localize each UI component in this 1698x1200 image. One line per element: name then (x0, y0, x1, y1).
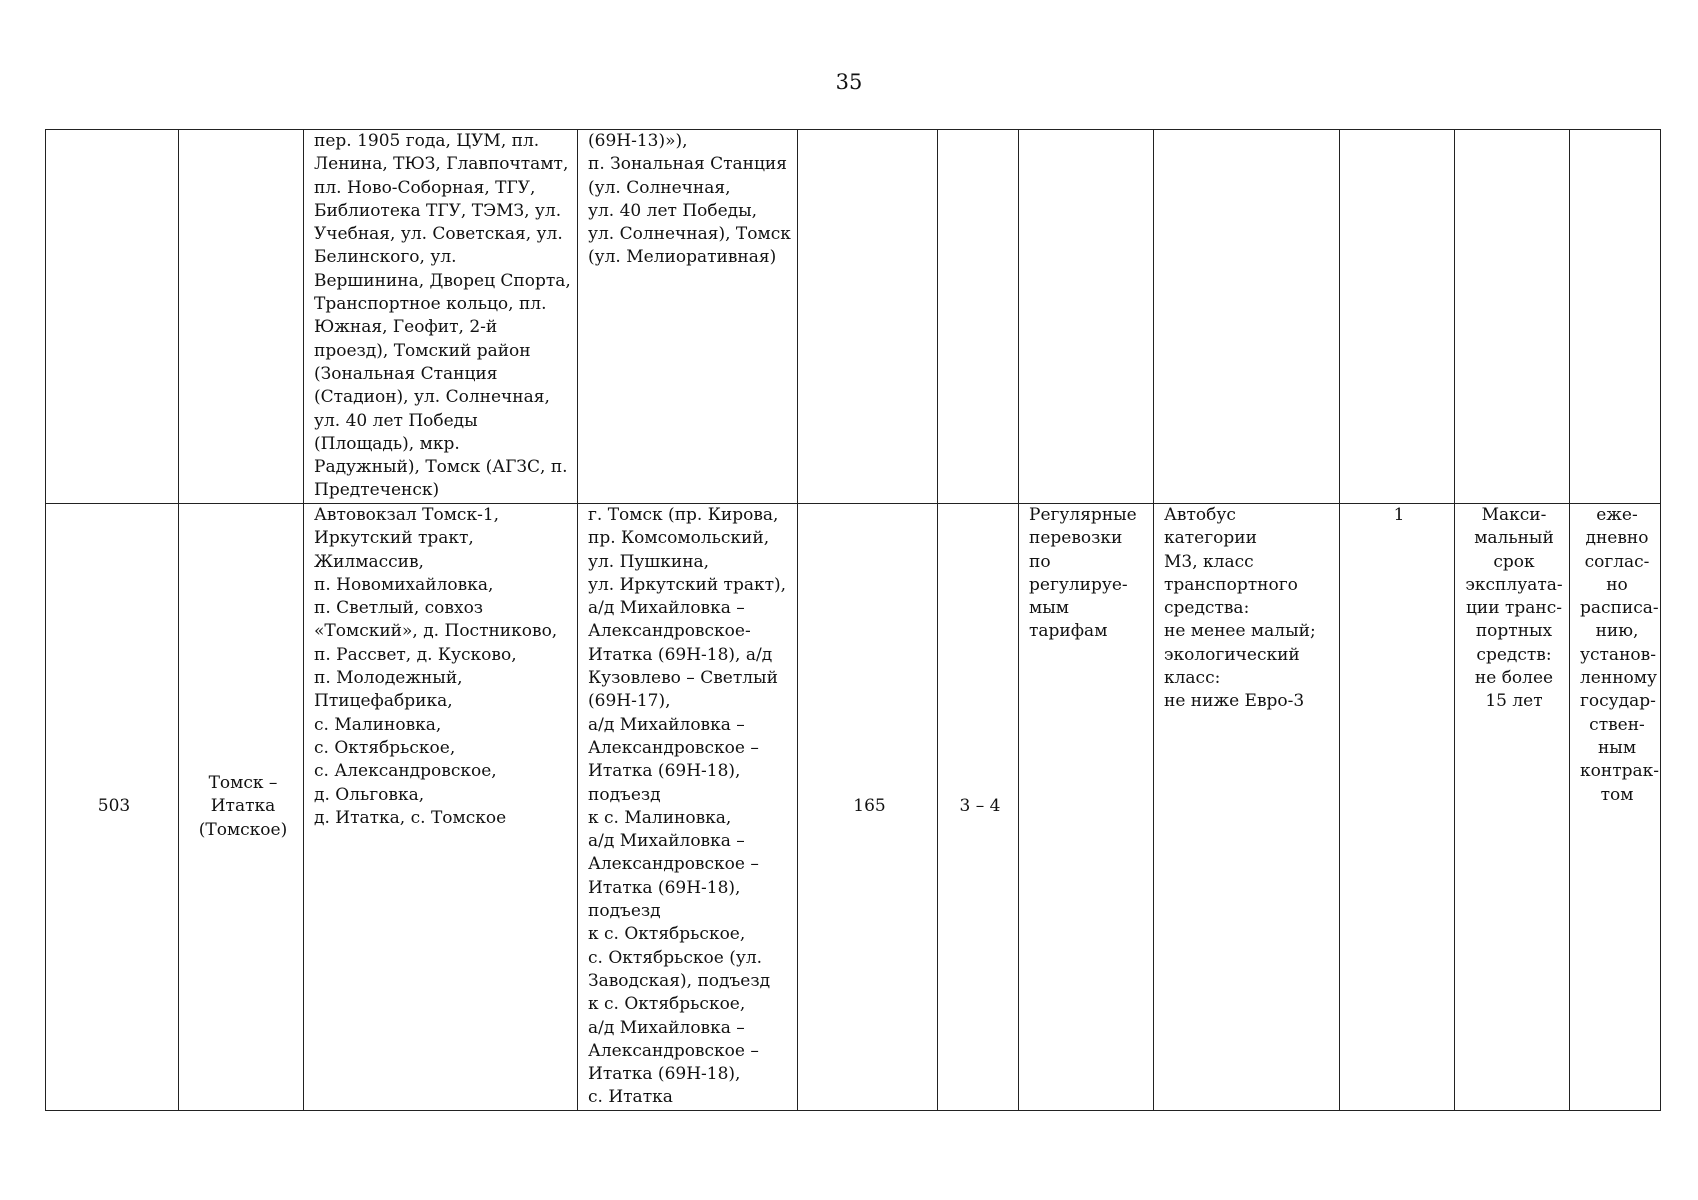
table-row (46, 130, 1661, 504)
route-number-cell (46, 130, 179, 504)
stops-cell: Автовокзал Томск-1, Иркутский тракт, Жилмассив, п. Новомихайловка, п. Светлый, совхоз «Томский», д. Постниково, п. Рассвет, д. Кусково, п. Молодежный, Птицефабрика, с. Малиновка, с. Октябрьское, с. Александровское, д. Ольговка, д. Итатка, с. Томское (304, 504, 578, 1111)
length-cell: 165 (798, 504, 938, 1111)
routes-table (45, 129, 1661, 1111)
vehicle-count-cell (1340, 130, 1455, 504)
streets-cell: г. Томск (пр. Кирова, пр. Комсомольский, ул. Пушкина, ул. Иркутский тракт), а/д Михайловка – Александровское- Итатка (69Н-18), а/д Кузовлево – Светлый (69Н-17), а/д Михайловка – Александровское – Итатка (69Н-18), подъезд к с. Малиновка, а/д Михайловка – Александровское – Итатка (69Н-18), подъезд к с. Октябрьское, с. Октябрьское (ул. Заводская), подъезд к с. Октябрьское, а/д Михайловка – Александровское – Итатка (69Н-18), с. Итатка (578, 504, 798, 1111)
frequency-cell (1570, 130, 1661, 504)
streets-cell: (69Н-13)»), п. Зональная Станция (ул. Солнечная, ул. 40 лет Победы, ул. Солнечная), Томск (ул. Мелиоративная) (578, 130, 798, 504)
length-cell (798, 130, 938, 504)
page-number: 35 (835, 70, 863, 94)
route-name-cell (179, 130, 304, 504)
table-row (46, 504, 1661, 1111)
schedule-cell (938, 130, 1019, 504)
schedule-cell: 3 – 4 (938, 504, 1019, 1111)
vehicle-age-cell (1455, 130, 1570, 504)
route-name-cell: Томск – Итатка (Томское) (179, 504, 304, 1111)
stops-cell: пер. 1905 года, ЦУМ, пл. Ленина, ТЮЗ, Главпочтамт, пл. Ново-Соборная, ТГУ, Библиотека ТГУ, ТЭМЗ, ул. Учебная, ул. Советская, ул. Белинского, ул. Вершинина, Дворец Спорта, Транспортное кольцо, пл. Южная, Геофит, 2-й проезд), Томский район (Зональная Станция (Стадион), ул. Солнечная, ул. 40 лет Победы (Площадь), мкр. Радужный), Томск (АГЗС, п. Предтеченск) (304, 130, 578, 504)
transport-type-cell (1019, 130, 1154, 504)
frequency-cell: еже- дневно соглас- но расписа- нию, установ- ленному государ- ствен- ным контрак- том (1570, 504, 1661, 1111)
vehicle-count-cell: 1 (1340, 504, 1455, 1111)
transport-type-cell: Регулярные перевозки по регулируе- мым тарифам (1019, 504, 1154, 1111)
route-number-cell: 503 (46, 504, 179, 1111)
vehicle-age-cell: Макси- мальный срок эксплуата- ции транс- портных средств: не более 15 лет (1455, 504, 1570, 1111)
vehicle-cell (1154, 130, 1340, 504)
vehicle-cell: Автобус категории М3, класс транспортного средства: не менее малый; экологический класс: не ниже Евро-3 (1154, 504, 1340, 1111)
